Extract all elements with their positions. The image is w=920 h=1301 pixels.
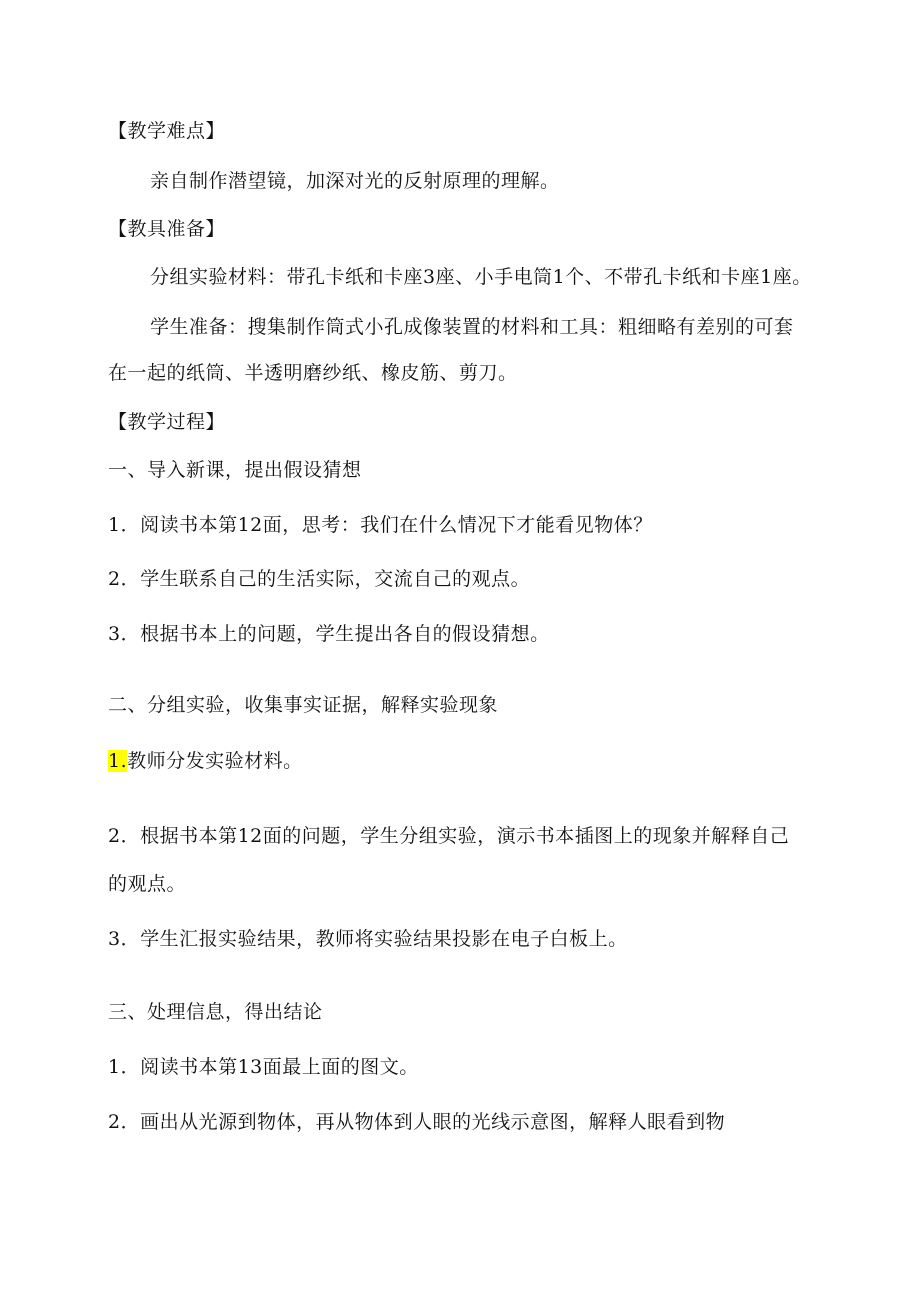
list-item-2-2-cont: 的观点。 — [108, 873, 187, 895]
list-item-2-3: 3．学生汇报实验结果，教师将实验结果投影在电子白板上。 — [108, 928, 628, 950]
heading-teaching-difficulty: 【教学难点】 — [108, 120, 226, 142]
list-item-2-2: 2．根据书本第12面的问题，学生分组实验，演示书本插图上的现象并解释自己 — [108, 825, 790, 847]
list-item-1-2: 2．学生联系自己的生活实际，交流自己的观点。 — [108, 568, 531, 590]
paragraph-difficulty-content: 亲自制作潜望镜，加深对光的反射原理的理解。 — [150, 170, 560, 192]
section-heading-2: 二、分组实验，收集事实证据，解释实验现象 — [108, 694, 499, 716]
paragraph-group-materials: 分组实验材料：带孔卡纸和卡座3座、小手电筒1个、不带孔卡纸和卡座1座。 — [150, 266, 812, 288]
paragraph-student-prep-cont: 在一起的纸筒、半透明磨纱纸、橡皮筋、剪刀。 — [108, 362, 518, 384]
heading-teaching-process: 【教学过程】 — [108, 411, 226, 433]
heading-teaching-aids: 【教具准备】 — [108, 218, 226, 240]
section-heading-1: 一、导入新课，提出假设猜想 — [108, 459, 362, 481]
list-item-1-3: 3．根据书本上的问题，学生提出各自的假设猜想。 — [108, 623, 550, 645]
list-item-3-1: 1．阅读书本第13面最上面的图文。 — [108, 1056, 419, 1078]
paragraph-student-prep: 学生准备：搜集制作筒式小孔成像装置的材料和工具：粗细略有差别的可套 — [150, 316, 794, 338]
list-item-3-2: 2．画出从光源到物体，再从物体到人眼的光线示意图，解释人眼看到物 — [108, 1111, 726, 1133]
list-item-2-1 — [108, 749, 303, 773]
highlight-mark: 1. — [108, 750, 128, 772]
list-item-1-1: 1．阅读书本第12面，思考：我们在什么情况下才能看见物体？ — [108, 514, 653, 536]
list-item-2-1-text: 教师分发实验材料。 — [127, 750, 303, 772]
section-heading-3: 三、处理信息，得出结论 — [108, 1001, 323, 1023]
